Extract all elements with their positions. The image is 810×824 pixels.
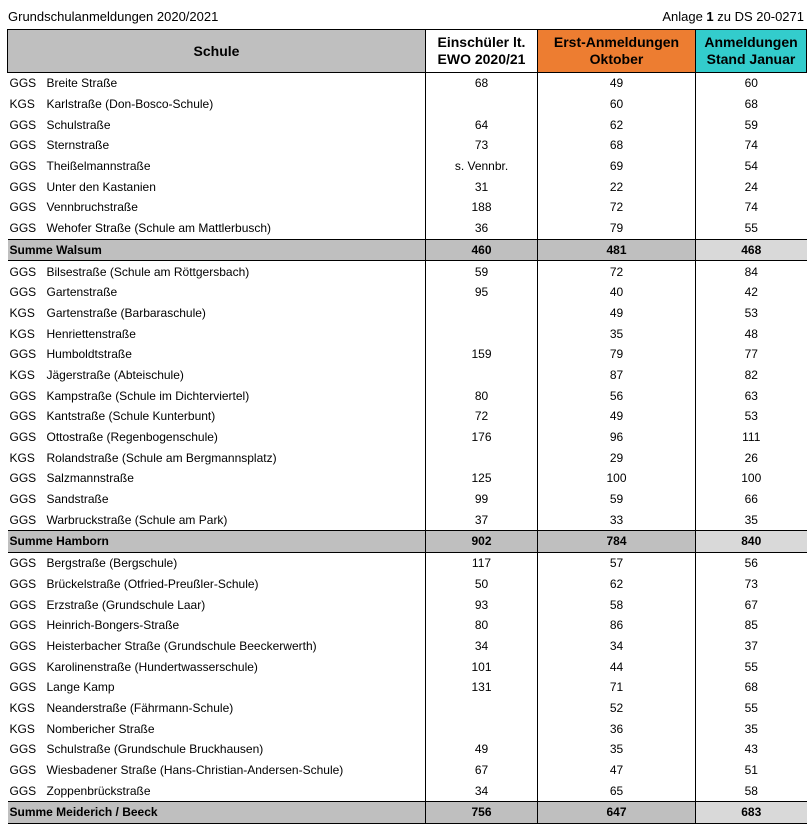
- erst-value: 35: [538, 739, 696, 760]
- ewo-value: 159: [426, 344, 538, 365]
- school-type: GGS: [9, 347, 37, 362]
- anm-value: 59: [744, 117, 758, 132]
- school-name: Kantstraße (Schule Kunterbunt): [46, 409, 216, 424]
- erst-value: 71: [538, 677, 696, 698]
- ewo-value: 176: [426, 427, 538, 448]
- school-type: KGS: [9, 700, 35, 715]
- anm-value: 111: [742, 430, 761, 445]
- school-type: GGS: [9, 763, 37, 778]
- school-type: KGS: [9, 305, 35, 320]
- anm-value: 42: [744, 285, 758, 300]
- school-type: GGS: [9, 492, 37, 507]
- school-name: Sandstraße: [46, 492, 109, 507]
- school-type: GGS: [9, 783, 37, 798]
- erst-value: 100: [538, 468, 696, 489]
- school-type: KGS: [9, 367, 35, 382]
- table-row: [8, 365, 807, 386]
- table-row: [8, 574, 807, 595]
- school-name: Gartenstraße (Barbaraschule): [46, 305, 206, 320]
- anm-value: 43: [744, 742, 758, 757]
- table-row: [8, 282, 807, 303]
- table-row: [8, 94, 807, 115]
- school-type: GGS: [9, 285, 37, 300]
- school-name: Theißelmannstraße: [46, 159, 151, 174]
- anm-value: 74: [744, 200, 758, 215]
- school-name: Warbruckstraße (Schule am Park): [46, 512, 228, 527]
- anm-value: 77: [744, 347, 758, 362]
- school-type: GGS: [9, 471, 37, 486]
- anm-value: 100: [741, 471, 762, 486]
- ewo-value: 80: [426, 615, 538, 636]
- sum-anm-value: 840: [696, 531, 807, 553]
- school-type: KGS: [9, 326, 35, 341]
- table-row: [8, 615, 807, 636]
- sum-row: [8, 802, 807, 824]
- school-name: Gartenstraße: [46, 285, 118, 300]
- school-name: Ottostraße (Regenbogenschule): [46, 430, 218, 445]
- school-name: Karlstraße (Don-Bosco-Schule): [46, 97, 214, 112]
- erst-value: 59: [538, 489, 696, 510]
- erst-value: 49: [538, 73, 696, 94]
- school-type: GGS: [9, 159, 37, 174]
- anm-value: 53: [744, 409, 758, 424]
- school-name: Henriettenstraße: [46, 326, 136, 341]
- ewo-value: 73: [426, 135, 538, 156]
- school-name: Wehofer Straße (Schule am Mattlerbusch): [46, 221, 272, 236]
- school-name: Sternstraße: [46, 138, 110, 153]
- ewo-value: 36: [426, 218, 538, 239]
- anm-header-line2: Stand Januar: [706, 51, 796, 67]
- anm-value: 55: [744, 221, 758, 236]
- school-name: Rolandstraße (Schule am Bergmannsplatz): [46, 450, 277, 465]
- column-header-ewo: [426, 30, 538, 73]
- ewo-value: 31: [426, 176, 538, 197]
- sum-anm-value: 468: [696, 239, 807, 261]
- anm-value: 56: [696, 552, 807, 573]
- erst-value: 49: [538, 406, 696, 427]
- table-row: [8, 656, 807, 677]
- school-type: GGS: [9, 512, 37, 527]
- anm-value: 55: [744, 700, 758, 715]
- erst-value: 62: [538, 574, 696, 595]
- ewo-value: 101: [426, 656, 538, 677]
- anm-value: 26: [744, 450, 758, 465]
- school-type: GGS: [9, 597, 37, 612]
- school-name: Bilsestraße (Schule am Röttgersbach): [39, 261, 426, 282]
- table-row: [8, 739, 807, 760]
- ewo-value: [426, 718, 538, 739]
- erst-value: 49: [538, 303, 696, 324]
- sum-label: Summe Hamborn: [8, 531, 426, 553]
- school-name: Unter den Kastanien: [46, 179, 156, 194]
- erst-value: 44: [538, 656, 696, 677]
- erst-value: 79: [538, 344, 696, 365]
- school-name: Breite Straße: [46, 76, 118, 91]
- erst-value: 56: [538, 385, 696, 406]
- ewo-value: 188: [426, 197, 538, 218]
- erst-value: 72: [538, 261, 696, 282]
- school-type: KGS: [9, 721, 35, 736]
- school-type: GGS: [9, 200, 37, 215]
- erst-value: 34: [538, 636, 696, 657]
- sum-ewo-value: 756: [426, 802, 538, 824]
- school-type: GGS: [9, 409, 37, 424]
- school-type: GGS: [9, 138, 37, 153]
- ewo-value: 95: [426, 282, 538, 303]
- ewo-value: [426, 323, 538, 344]
- ewo-value: [426, 698, 538, 719]
- table-row: [8, 114, 807, 135]
- school-name: Jägerstraße (Abteischule): [46, 367, 184, 382]
- anm-header-line1: Anmeldungen: [704, 34, 798, 50]
- table-row: [8, 323, 807, 344]
- school-name: Nombericher Straße: [46, 721, 155, 736]
- ewo-value: 49: [426, 739, 538, 760]
- erst-value: 35: [538, 323, 696, 344]
- sum-label: Summe Walsum: [8, 239, 426, 261]
- anm-value: 53: [744, 305, 758, 320]
- table-row: [8, 760, 807, 781]
- school-type: GGS: [8, 552, 39, 573]
- sum-anm-value: 683: [696, 802, 807, 824]
- school-type: GGS: [9, 618, 37, 633]
- anm-value: 58: [744, 783, 758, 798]
- ewo-value: 72: [426, 406, 538, 427]
- erst-value: 58: [538, 594, 696, 615]
- anm-value: 54: [744, 159, 758, 174]
- erst-value: 60: [538, 94, 696, 115]
- table-row: [8, 636, 807, 657]
- erst-value: 29: [538, 447, 696, 468]
- ewo-value: 50: [426, 574, 538, 595]
- table-row: [8, 344, 807, 365]
- erst-value: 22: [538, 176, 696, 197]
- ewo-value: 131: [426, 677, 538, 698]
- school-name: Erzstraße (Grundschule Laar): [46, 597, 206, 612]
- school-name: Wiesbadener Straße (Hans-Christian-Andersen-Schule): [46, 763, 344, 778]
- table-row: [8, 447, 807, 468]
- ewo-value: s. Vennbr.: [426, 156, 538, 177]
- erst-value: 79: [538, 218, 696, 239]
- anm-value: 73: [744, 576, 758, 591]
- ewo-value: 34: [426, 636, 538, 657]
- school-type: GGS: [9, 76, 37, 91]
- erst-value: 72: [538, 197, 696, 218]
- column-header-schule: Schule: [8, 30, 426, 73]
- table-row: [8, 218, 807, 239]
- school-type: GGS: [9, 179, 37, 194]
- ewo-value: 64: [426, 114, 538, 135]
- erst-value: 65: [538, 780, 696, 801]
- anm-value: 51: [744, 763, 758, 778]
- table-row: [8, 677, 807, 698]
- ewo-value: [426, 447, 538, 468]
- anm-value: 82: [744, 367, 758, 382]
- ewo-header-line2: EWO 2020/21: [437, 51, 526, 67]
- table-row: [8, 427, 807, 448]
- school-type: GGS: [9, 388, 37, 403]
- school-type: GGS: [9, 659, 37, 674]
- attachment-number: 1: [706, 9, 714, 24]
- ewo-value: 37: [426, 509, 538, 530]
- ewo-value: 117: [426, 552, 538, 573]
- school-name: Humboldtstraße: [46, 347, 132, 362]
- erst-value: 86: [538, 615, 696, 636]
- school-name: Neanderstraße (Fährmann-Schule): [46, 700, 234, 715]
- anm-value: 67: [744, 597, 758, 612]
- anm-value: 66: [744, 492, 758, 507]
- school-type: KGS: [9, 97, 35, 112]
- table-row: [8, 156, 807, 177]
- school-type: GGS: [8, 261, 39, 282]
- sum-row: [8, 239, 807, 261]
- school-name: Salzmannstraße: [46, 471, 134, 486]
- erst-value: 57: [538, 552, 696, 573]
- table-row: [8, 718, 807, 739]
- school-name: Schulstraße (Grundschule Bruckhausen): [46, 742, 264, 757]
- ewo-value: 59: [426, 261, 538, 282]
- attachment-suffix: zu DS 20-0271: [713, 9, 804, 24]
- school-name: Brückelstraße (Otfried-Preußler-Schule): [46, 576, 259, 591]
- column-header-anmeldungen: [696, 30, 807, 73]
- erst-value: 69: [538, 156, 696, 177]
- ewo-value: 99: [426, 489, 538, 510]
- column-header-erst-anmeldungen: [538, 30, 696, 73]
- ewo-value: 68: [426, 73, 538, 94]
- school-type: GGS: [9, 117, 37, 132]
- document-header: [8, 9, 804, 25]
- school-type: GGS: [9, 638, 37, 653]
- school-type: GGS: [9, 680, 37, 695]
- school-name: Lange Kamp: [46, 680, 115, 695]
- table-row: [8, 73, 807, 94]
- sum-ewo-value: 902: [426, 531, 538, 553]
- sum-row: [8, 531, 807, 553]
- erst-value: 68: [538, 135, 696, 156]
- table-row: [8, 176, 807, 197]
- anm-value: 35: [744, 512, 758, 527]
- anm-value: 48: [744, 326, 758, 341]
- school-name: Bergstraße (Bergschule): [39, 552, 426, 573]
- sum-ewo-value: 460: [426, 239, 538, 261]
- ewo-value: 34: [426, 780, 538, 801]
- school-name: Heinrich-Bongers-Straße: [46, 618, 180, 633]
- table-row: [8, 385, 807, 406]
- table-row: [8, 261, 807, 282]
- ewo-header-line1: Einschüler lt.: [437, 34, 526, 50]
- attachment-prefix: Anlage: [662, 9, 707, 24]
- table-row: [8, 552, 807, 573]
- sum-erst-value: 481: [538, 239, 696, 261]
- erst-value: 62: [538, 114, 696, 135]
- erst-value: 40: [538, 282, 696, 303]
- anm-value: 37: [744, 638, 758, 653]
- anm-value: 63: [744, 388, 758, 403]
- erst-header-line1: Erst-Anmeldungen: [553, 34, 680, 50]
- table-row: [8, 780, 807, 801]
- school-name: Schulstraße: [46, 117, 111, 132]
- ewo-value: [426, 365, 538, 386]
- ewo-value: 125: [426, 468, 538, 489]
- table-row: [8, 406, 807, 427]
- school-type: GGS: [9, 742, 37, 757]
- table-row: [8, 303, 807, 324]
- erst-value: 36: [538, 718, 696, 739]
- ewo-value: [426, 303, 538, 324]
- ewo-value: 67: [426, 760, 538, 781]
- erst-value: 96: [538, 427, 696, 448]
- school-name: Vennbruchstraße: [46, 200, 138, 215]
- school-type: GGS: [9, 221, 37, 236]
- erst-value: 87: [538, 365, 696, 386]
- attachment-reference: [662, 9, 804, 24]
- anm-value: 35: [744, 721, 758, 736]
- school-name: Kampstraße (Schule im Dichterviertel): [46, 388, 250, 403]
- erst-value: 47: [538, 760, 696, 781]
- document-title: Grundschulanmeldungen 2020/2021: [8, 9, 219, 24]
- table-row: [8, 509, 807, 530]
- school-name: Karolinenstraße (Hundertwasserschule): [46, 659, 258, 674]
- school-type: GGS: [9, 430, 37, 445]
- anm-value: 85: [744, 618, 758, 633]
- erst-header-line2: Oktober: [589, 51, 644, 67]
- table-row: [8, 698, 807, 719]
- ewo-value: [426, 94, 538, 115]
- ewo-value: 93: [426, 594, 538, 615]
- anm-value: 60: [744, 76, 758, 91]
- sum-erst-value: 647: [538, 802, 696, 824]
- anm-value: 24: [744, 179, 758, 194]
- table-row: [8, 489, 807, 510]
- anm-value: 68: [744, 97, 758, 112]
- table-header-row: [8, 30, 807, 73]
- sum-erst-value: 784: [538, 531, 696, 553]
- anm-value: 55: [744, 659, 758, 674]
- erst-value: 52: [538, 698, 696, 719]
- school-type: KGS: [9, 450, 35, 465]
- table-row: [8, 135, 807, 156]
- sum-label: Summe Meiderich / Beeck: [8, 802, 426, 824]
- anm-value: 84: [696, 261, 807, 282]
- ewo-value: 80: [426, 385, 538, 406]
- anm-value: 74: [744, 138, 758, 153]
- erst-value: 33: [538, 509, 696, 530]
- school-name: Zoppenbrückstraße: [46, 783, 151, 798]
- school-type: GGS: [9, 576, 37, 591]
- table-row: [8, 468, 807, 489]
- school-name: Heisterbacher Straße (Grundschule Beeckerwerth): [46, 638, 317, 653]
- table-body: [8, 73, 807, 824]
- enrollment-table: [7, 29, 807, 824]
- anm-value: 68: [744, 680, 758, 695]
- table-row: [8, 594, 807, 615]
- table-row: [8, 197, 807, 218]
